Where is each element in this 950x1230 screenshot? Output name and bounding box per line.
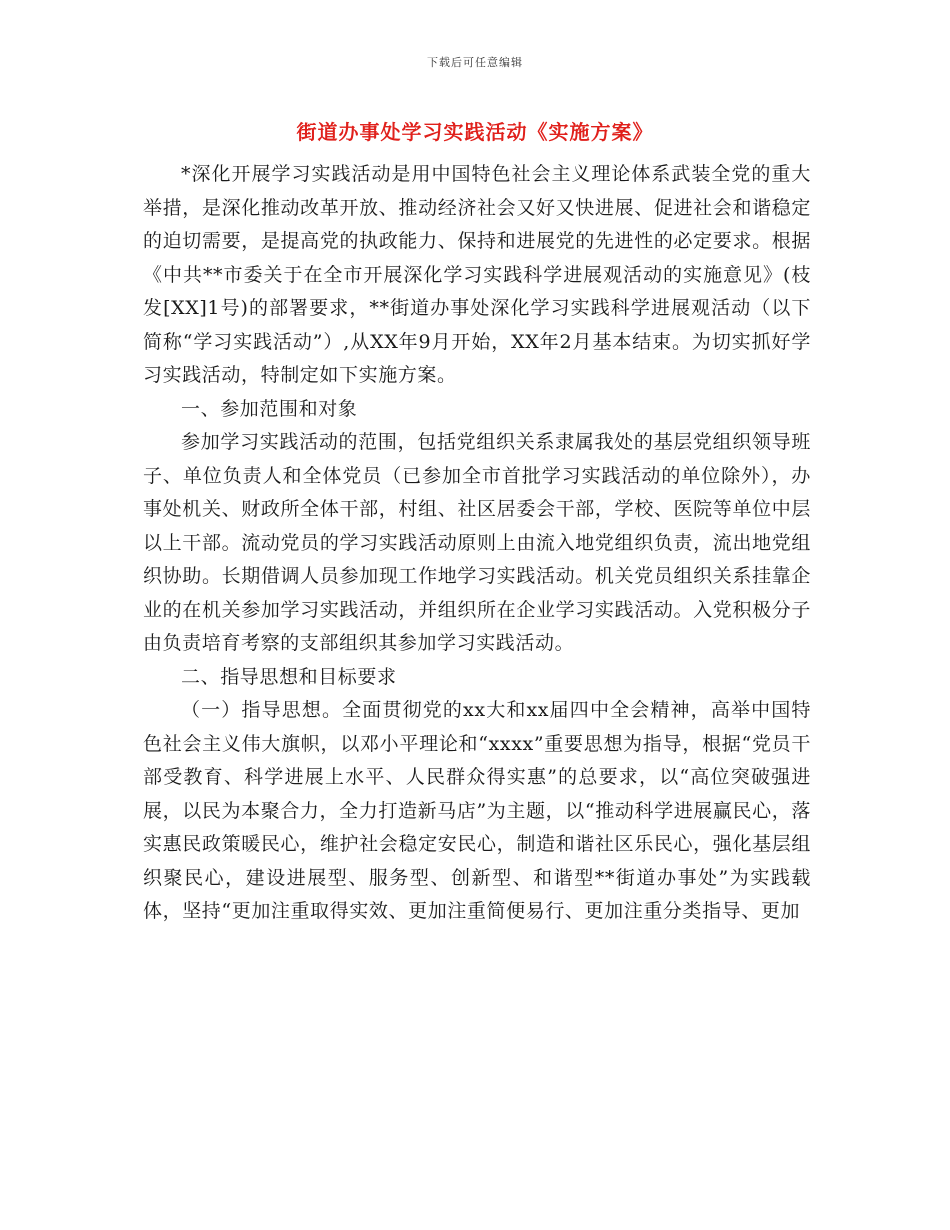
paragraph-scope: 参加学习实践活动的范围，包括党组织关系隶属我处的基层党组织领导班子、单位负责人和全体党员（已参加全市首批学习实践活动的单位除外），办事处机关、财政所全体干部，村组、社区居委会干部，学校、医院等单位中层以上干部。流动党员的学习实践活动原则上由流入地党组织负责，流出地党组织协助。长期借调人员参加现工作地学习实践活动。机关党员组织关系挂靠企业的在机关参加学习实践活动，并组织所在企业学习实践活动。入党积极分子由负责培育考察的支部组织其参加学习实践活动。 [143, 431, 811, 654]
section-heading-guidance: 二、指导思想和目标要求 [181, 665, 397, 688]
paragraph-intro: *深化开展学习实践活动是用中国特色社会主义理论体系武装全党的重大举措，是深化推动改革开放、推动经济社会又好又快进展、促进社会和谐稳定的迫切需要，是提高党的执政能力、保持和进展党的先进性的必定要求。根据《中共**市委关于在全市开展深化学习实践科学进展观活动的实施意见》(枝发[XX]1号)的部署要求，**街道办事处深化学习实践科学进展观活动（以下简称“学习实践活动”）,从XX年9月开始，XX年2月基本结束。为切实抓好学习实践活动，特制定如下实施方案。 [143, 163, 811, 386]
document-title: 街道办事处学习实践活动《实施方案》 [296, 120, 654, 144]
paragraph-guidance: （一）指导思想。全面贯彻党的xx大和xx届四中全会精神，高举中国特色社会主义伟大旗帜，以邓小平理论和“xxxx”重要思想为指导，根据“党员干部受教育、科学进展上水平、人民群众得实惠”的总要求，以“高位突破强进展，以民为本聚合力，全力打造新马店”为主题，以“推动科学进展赢民心，落实惠民政策暖民心，维护社会稳定安民心，制造和谐社区乐民心，强化基层组织聚民心，建设进展型、服务型、创新型、和谐型**街道办事处”为实践载体，坚持“更加注重取得实效、更加注重简便易行、更加注重分类指导、更加 [143, 699, 811, 922]
document-body [143, 158, 811, 929]
header-note: 下载后可任意编辑 [427, 56, 523, 69]
section-heading-scope: 一、参加范围和对象 [181, 397, 358, 420]
